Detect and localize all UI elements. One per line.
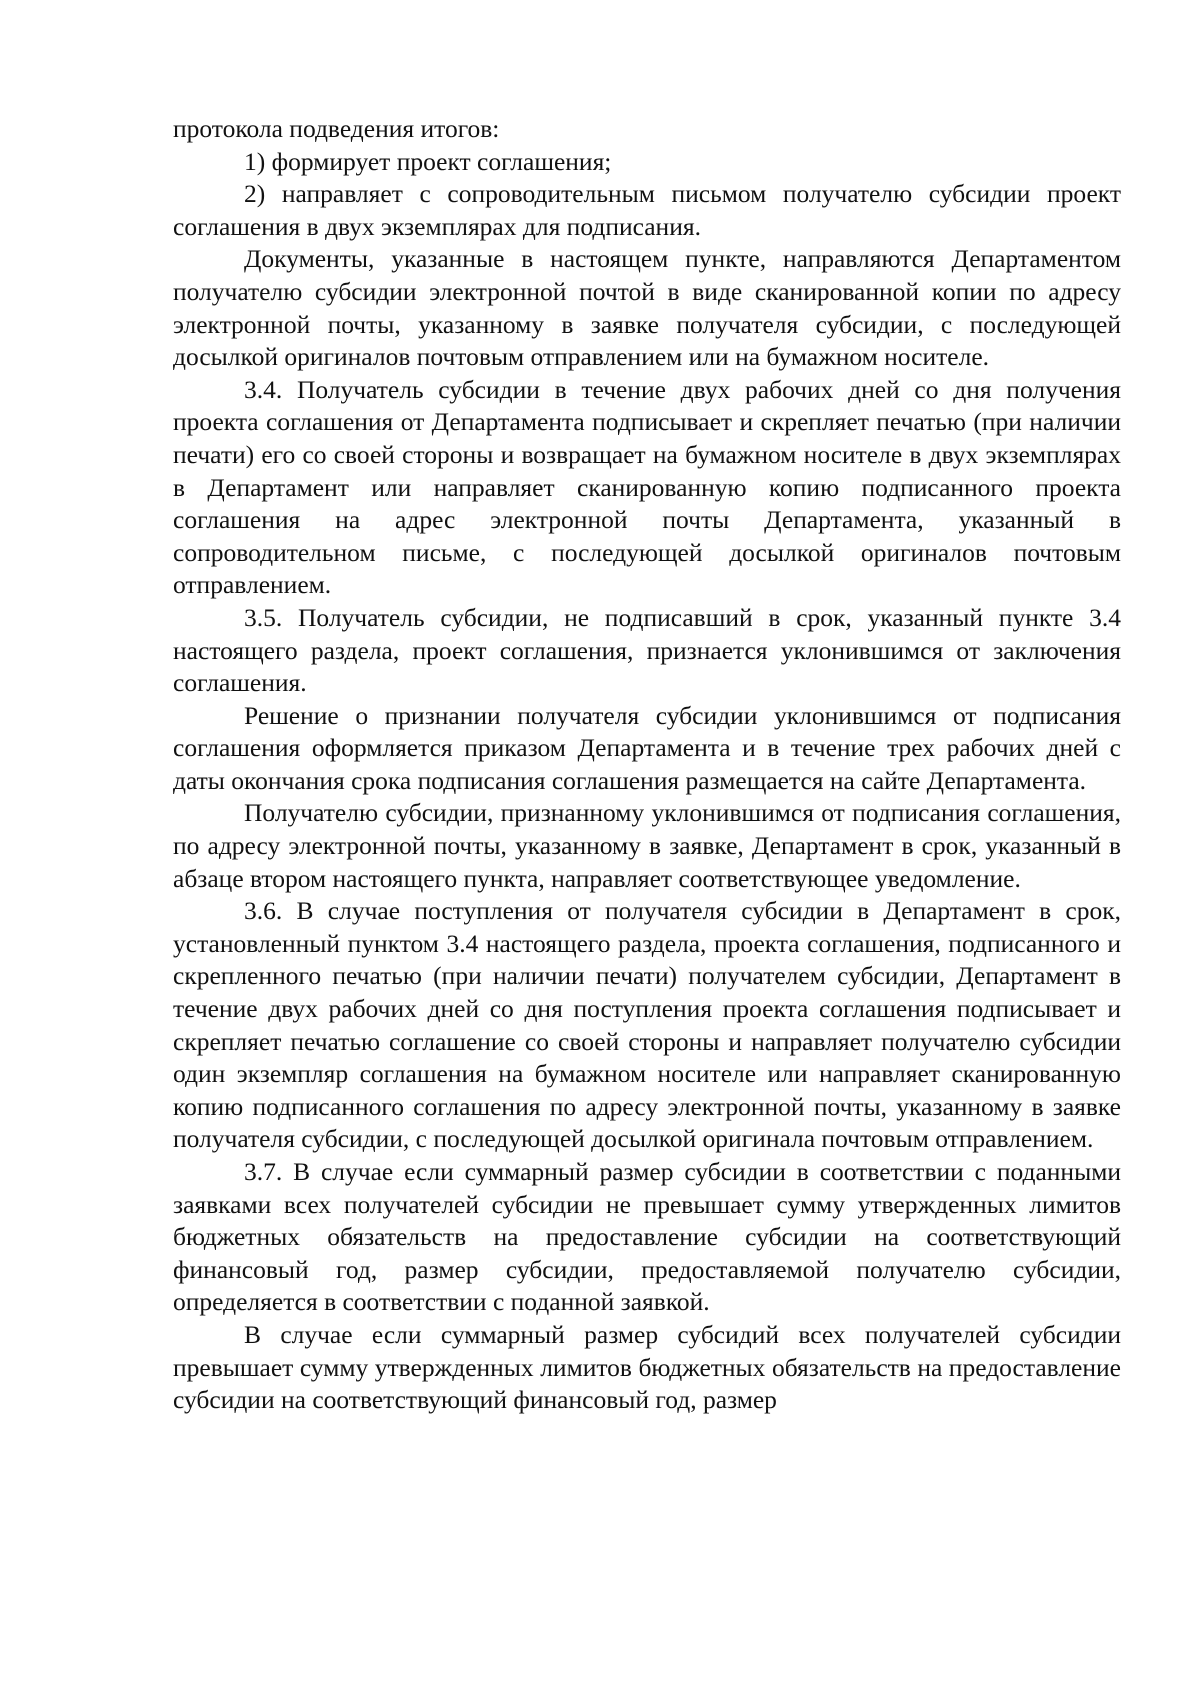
paragraph-exceeds: В случае если суммарный размер субсидий всех получателей субсидии превышает сумму утвержденных лимитов бюджетных обязательств на предоставление субсидии на соответствующий финансовый год, размер xyxy=(173,1319,1121,1415)
paragraph-3-5: 3.5. Получатель субсидии, не подписавший в срок, указанный пункте 3.4 настоящего раздела, проект соглашения, признается уклонившимся от заключения соглашения. xyxy=(173,602,1121,698)
paragraph-3-7: 3.7. В случае если суммарный размер субсидии в соответствии с поданными заявками всех получателей субсидии не превышает сумму утвержденных лимитов бюджетных обязательств на предоставление субсидии на соответствующий финансовый год, размер субсидии, предоставляемой получателю субсидии, определяется в соответствии с поданной заявкой. xyxy=(173,1157,1121,1317)
paragraph-item-1: 1) формирует проект соглашения; xyxy=(244,146,612,176)
paragraph-notification: Получателю субсидии, признанному уклонившимся от подписания соглашения, по адресу электронной почты, указанному в заявке, Департамент в срок, указанный в абзаце втором настоящего пункта, направляет соответствующее уведомление. xyxy=(173,798,1121,893)
paragraph-3-4: 3.4. Получатель субсидии в течение двух рабочих дней со дня получения проекта соглашения от Департамента подписывает и скрепляет печатью (при наличии печати) его со своей стороны и возвращает на бумажном носителе в двух экземплярах в Департамент или направляет сканированную копию подписанного проекта соглашения на адрес электронной почты Департамента, указанный в сопроводительном письме, с последующей досылкой оригиналов почтовым отправлением. xyxy=(173,374,1121,600)
paragraph-item-2: 2) направляет с сопроводительным письмом получателю субсидии проект соглашения в двух экземплярах для подписания. xyxy=(173,179,1121,241)
paragraph-continuation: протокола подведения итогов: xyxy=(173,114,500,143)
document-body xyxy=(173,113,1121,1417)
paragraph-decision: Решение о признании получателя субсидии уклонившимся от подписания соглашения оформляется приказом Департамента и в течение трех рабочих дней с даты окончания срока подписания соглашения размещается на сайте Департамента. xyxy=(173,700,1121,795)
paragraph-3-6: 3.6. В случае поступления от получателя субсидии в Департамент в срок, установленный пунктом 3.4 настоящего раздела, проекта соглашения, подписанного и скрепленного печатью (при наличии печати) получателем субсидии, Департамент в течение двух рабочих дней со дня поступления проекта соглашения подписывает и скрепляет печатью соглашение со своей стороны и направляет получателю субсидии один экземпляр соглашения на бумажном носителе или направляет сканированную копию подписанного соглашения по адресу электронной почты, указанному в заявке получателя субсидии, с последующей досылкой оригинала почтовым отправлением. xyxy=(173,896,1121,1154)
paragraph-documents: Документы, указанные в настоящем пункте, направляются Департаментом получателю субсидии электронной почтой в виде сканированной копии по адресу электронной почты, указанному в заявке получателя субсидии, с последующей досылкой оригиналов почтовым отправлением или на бумажном носителе. xyxy=(173,244,1121,372)
